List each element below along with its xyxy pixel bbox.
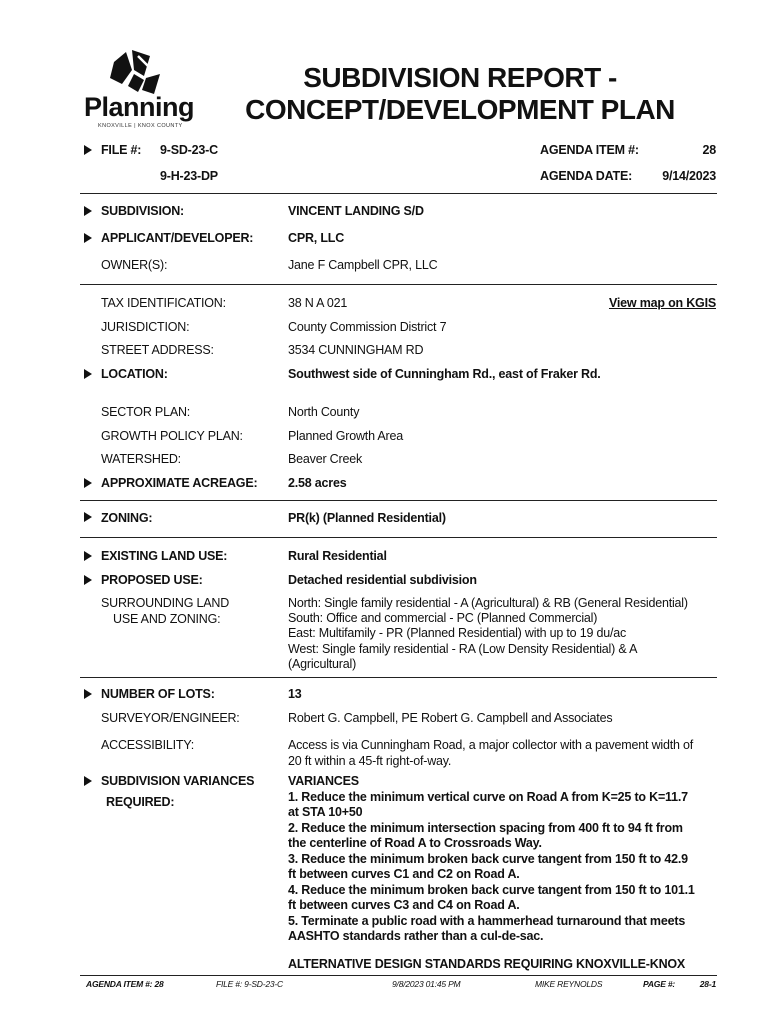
variance-line: at STA 10+50 [288, 805, 363, 819]
kgis-map-link[interactable]: View map on KGIS [608, 296, 716, 310]
surrounding-label-line2: USE AND ZONING: [113, 612, 221, 626]
logo-tagline: KNOXVILLE | KNOX COUNTY [98, 123, 183, 129]
variances-label-line2: REQUIRED: [106, 795, 175, 809]
subdivision-value: VINCENT LANDING S/D [288, 204, 424, 218]
bullet-arrow-icon [84, 206, 92, 216]
footer-author: MIKE REYNOLDS [535, 979, 603, 989]
footer-file: FILE #: 9-SD-23-C [216, 979, 283, 989]
applicant-label: APPLICANT/DEVELOPER: [101, 231, 254, 245]
sector-plan-label: SECTOR PLAN: [101, 405, 191, 419]
acreage-label: APPROXIMATE ACREAGE: [101, 476, 258, 490]
footer-timestamp: 9/8/2023 01:45 PM [392, 979, 461, 989]
accessibility-line: 20 ft within a 45-ft right-of-way. [288, 753, 452, 768]
footer-page-label: PAGE #: [643, 979, 675, 989]
surrounding-line: West: Single family residential - RA (Low Density Residential) & A [288, 641, 638, 656]
divider [80, 193, 717, 194]
surrounding-line: South: Office and commercial - PC (Planned Commercial) [288, 611, 598, 626]
jurisdiction-label: JURISDICTION: [101, 320, 190, 334]
divider [80, 677, 717, 678]
lots-label: NUMBER OF LOTS: [101, 687, 215, 701]
agenda-date-label: AGENDA DATE: [540, 169, 633, 183]
alt-design-standards-heading: ALTERNATIVE DESIGN STANDARDS REQUIRING KNOXVILLE-KNOX [288, 957, 686, 971]
planning-logo [84, 48, 196, 132]
bullet-arrow-icon [84, 689, 92, 699]
variance-line: 4. Reduce the minimum broken back curve tangent from 150 ft to 101.1 [288, 882, 695, 897]
lots-value: 13 [288, 687, 302, 701]
divider [80, 284, 717, 285]
bullet-arrow-icon [84, 369, 92, 379]
variance-line: 5. Terminate a public road with a hammerhead turnaround that meets [288, 913, 686, 928]
street-address-value: 3534 CUNNINGHAM RD [288, 343, 424, 357]
variances-label-line1: SUBDIVISION VARIANCES [101, 774, 255, 788]
variance-line: ft between curves C1 and C2 on Road A. [288, 867, 520, 881]
variances-heading: VARIANCES [288, 774, 359, 788]
watershed-value: Beaver Creek [288, 452, 363, 466]
agenda-item-value: 28 [702, 143, 716, 157]
street-address-label: STREET ADDRESS: [101, 343, 214, 357]
divider [80, 537, 717, 538]
owner-value: Jane F Campbell CPR, LLC [288, 258, 438, 272]
footer-page-value: 28-1 [699, 979, 716, 989]
surrounding-line: North: Single family residential - A (Agricultural) & RB (General Residential) [288, 596, 688, 610]
existing-use-value: Rural Residential [288, 549, 387, 563]
acreage-value: 2.58 acres [288, 476, 347, 490]
divider [80, 500, 717, 501]
variance-line: 1. Reduce the minimum vertical curve on Road A from K=25 to K=11.7 [288, 789, 688, 804]
bullet-arrow-icon [84, 551, 92, 561]
variance-line: the centerline of Road A to Crossroads Way. [288, 836, 542, 850]
variances-list [288, 774, 695, 945]
surrounding-line: East: Multifamily - PR (Planned Residential) with up to 19 du/ac [288, 626, 627, 641]
bullet-arrow-icon [84, 776, 92, 786]
report-title-line1: SUBDIVISION REPORT - [303, 62, 617, 93]
surrounding-zoning-list [288, 596, 688, 672]
file-number-secondary: 9-H-23-DP [160, 169, 218, 183]
agenda-item-label: AGENDA ITEM #: [540, 143, 639, 157]
variance-line: 3. Reduce the minimum broken back curve tangent from 150 ft to 42.9 [288, 851, 688, 866]
growth-policy-label: GROWTH POLICY PLAN: [101, 429, 243, 443]
proposed-use-value: Detached residential subdivision [288, 573, 477, 587]
accessibility-line: Access is via Cunningham Road, a major collector with a pavement width of [288, 738, 694, 752]
tax-id-label: TAX IDENTIFICATION: [101, 296, 226, 310]
agenda-date-value: 9/14/2023 [662, 169, 716, 183]
bullet-arrow-icon [84, 233, 92, 243]
logo-wordmark: Planning [84, 92, 194, 122]
file-number-primary: 9-SD-23-C [160, 143, 218, 157]
report-title-line2: CONCEPT/DEVELOPMENT PLAN [245, 94, 675, 125]
sector-plan-value: North County [288, 405, 360, 419]
jurisdiction-value: County Commission District 7 [288, 320, 447, 334]
existing-use-label: EXISTING LAND USE: [101, 549, 228, 563]
file-label: FILE #: [101, 143, 142, 157]
location-label: LOCATION: [101, 367, 168, 381]
bullet-arrow-icon [84, 512, 92, 522]
owner-label: OWNER(S): [101, 258, 168, 272]
bullet-arrow-icon [84, 145, 92, 155]
surrounding-line: (Agricultural) [288, 656, 357, 671]
variance-line: ft between curves C3 and C4 on Road A. [288, 898, 520, 912]
proposed-use-label: PROPOSED USE: [101, 573, 203, 587]
applicant-value: CPR, LLC [288, 231, 345, 245]
location-value: Southwest side of Cunningham Rd., east of Fraker Rd. [288, 367, 601, 381]
footer-rule [80, 975, 717, 976]
growth-policy-value: Planned Growth Area [288, 429, 404, 443]
surveyor-value: Robert G. Campbell, PE Robert G. Campbell and Associates [288, 711, 613, 725]
bullet-arrow-icon [84, 575, 92, 585]
tax-id-value: 38 N A 021 [288, 296, 348, 310]
logo-mark-icon [104, 48, 164, 98]
watershed-label: WATERSHED: [101, 452, 181, 466]
bullet-arrow-icon [84, 478, 92, 488]
accessibility-label: ACCESSIBILITY: [101, 738, 195, 752]
variance-line: AASHTO standards rather than a cul-de-sac. [288, 929, 544, 943]
footer-agenda-item: AGENDA ITEM #: 28 [86, 979, 164, 989]
zoning-value: PR(k) (Planned Residential) [288, 511, 446, 525]
surveyor-label: SURVEYOR/ENGINEER: [101, 711, 240, 725]
variance-line: 2. Reduce the minimum intersection spacing from 400 ft to 94 ft from [288, 820, 683, 835]
zoning-label: ZONING: [101, 511, 153, 525]
accessibility-value [288, 738, 693, 769]
surrounding-label-line1: SURROUNDING LAND [101, 596, 230, 610]
subdivision-label: SUBDIVISION: [101, 204, 185, 218]
